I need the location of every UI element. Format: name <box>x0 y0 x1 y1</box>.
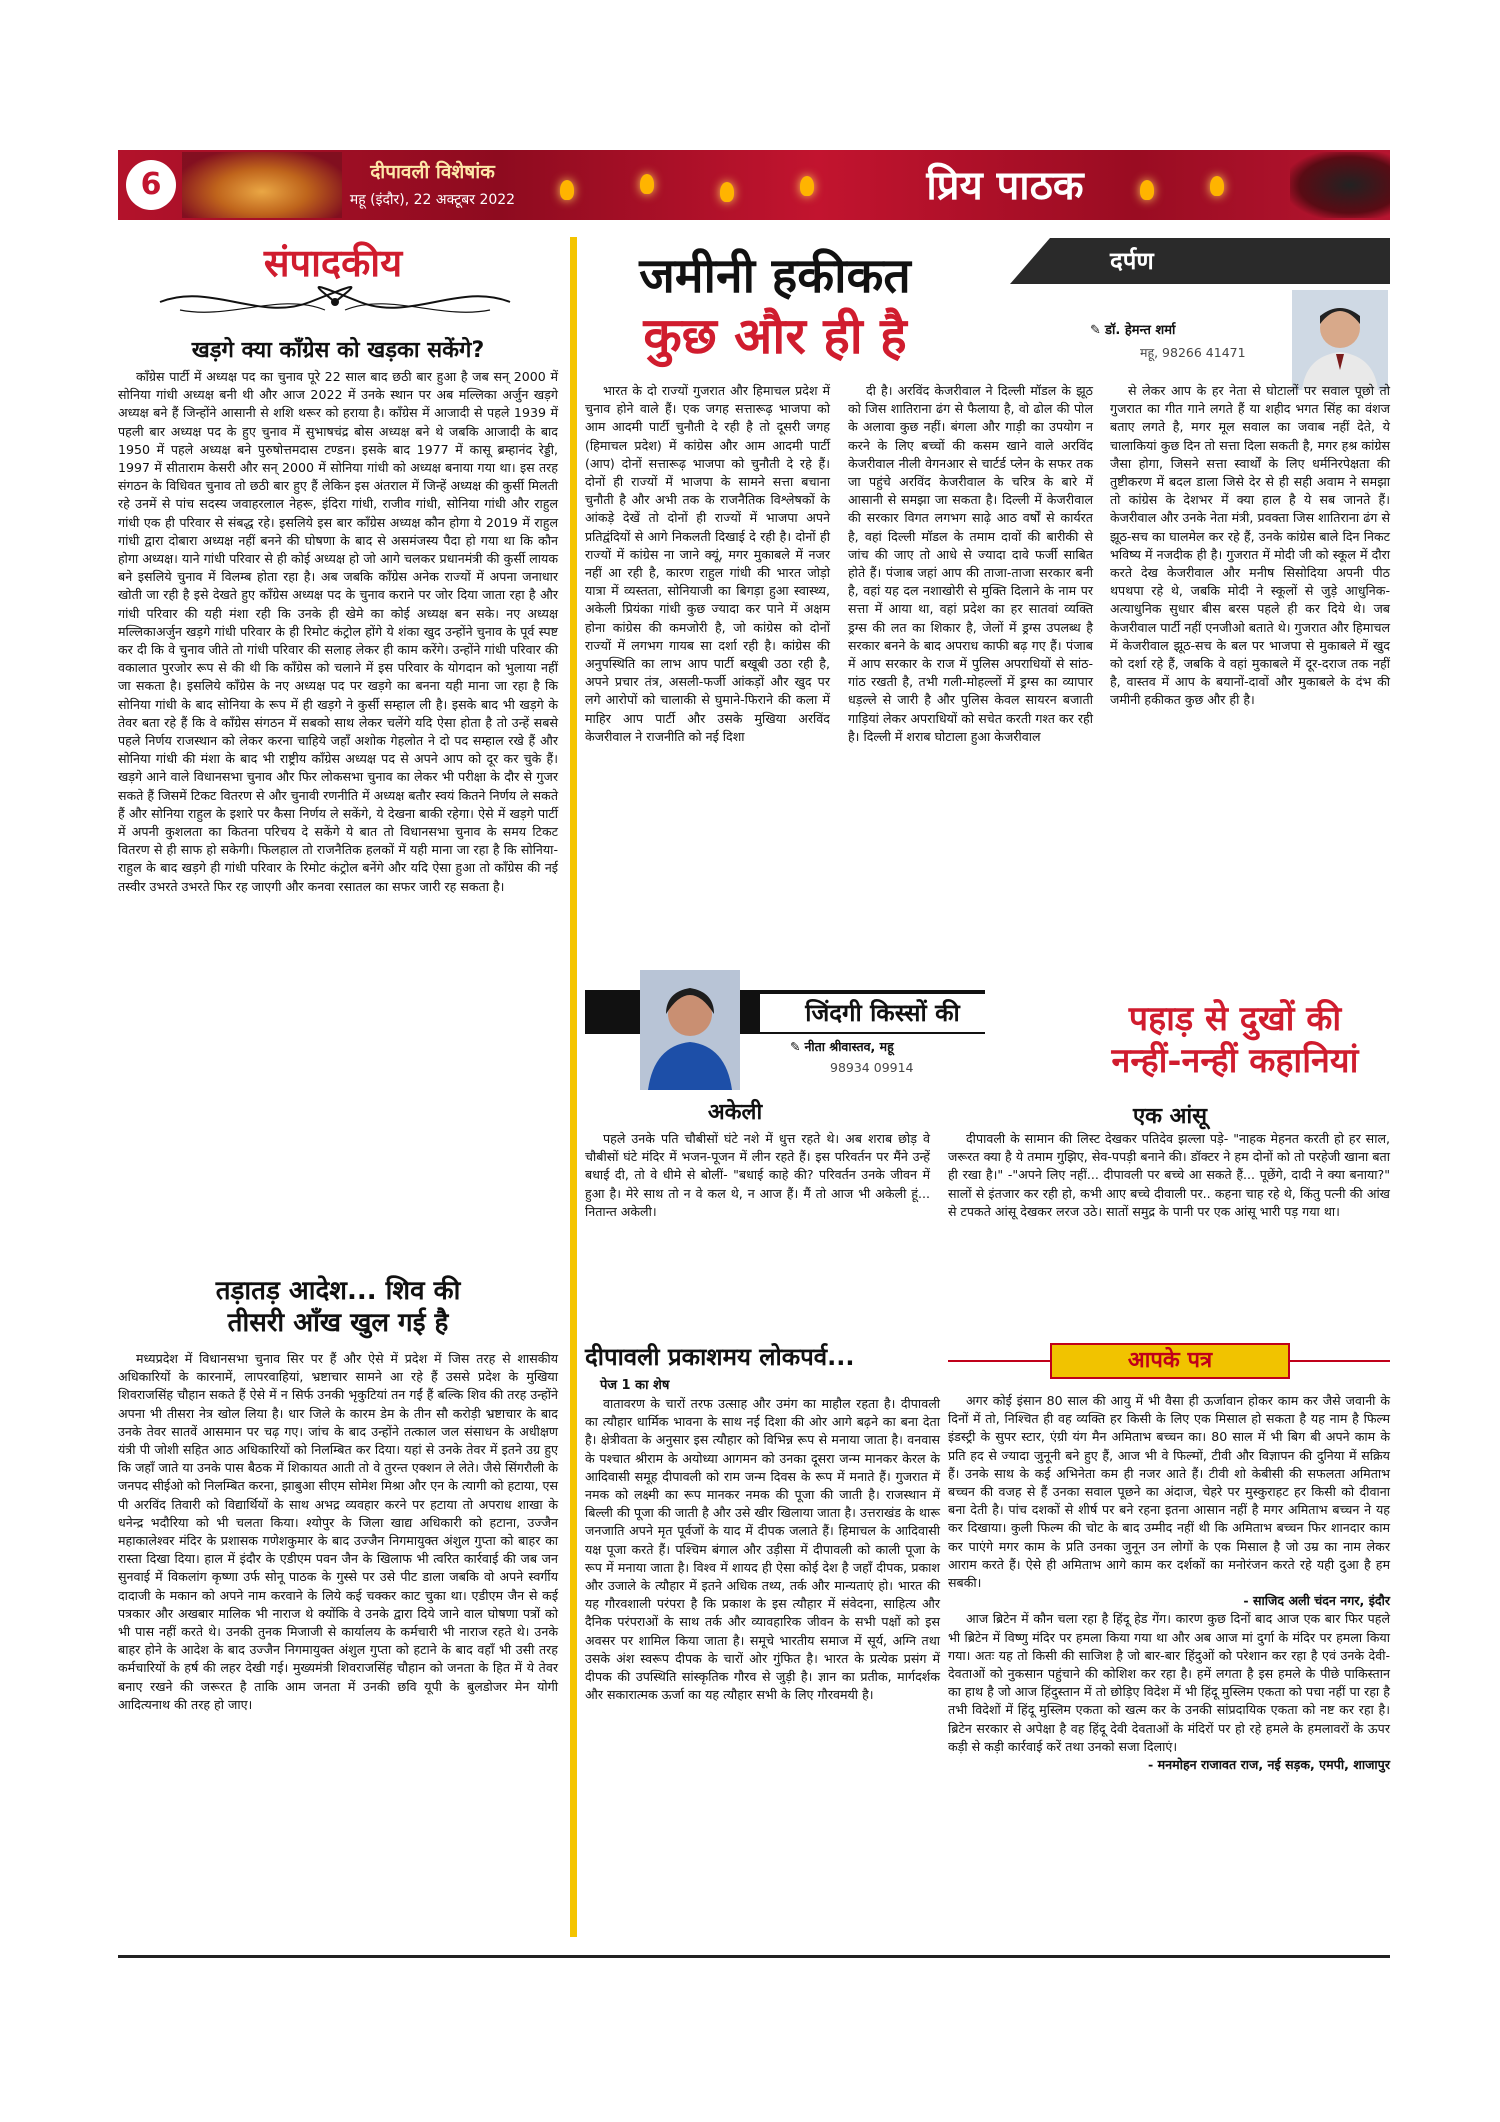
diya-lamp-icon <box>800 176 814 196</box>
letter-text: आज ब्रिटेन में कौन चला रहा है हिंदू हेड गेंग। कारण कुछ दिनों बाद आज एक बार फिर पहले भी ब्रिटेन में विष्णु मंदिर पर हमला किया गया था और अब आज मां दुर्गा के मंदिर पर हमला किया गया। अतः यह तो किसी की साजिश है जो बार-बार हिंदुओं को परेशान कर रहा है एवं उनके देवी-देवताओं को नुकसान पहुंचाने की कोशिश कर रहा है। हमें लगता है इस हमले के पीछे पाकिस्तान का हाथ है जो आज हिंदुस्तान में तो छोड़िए विदेश में भी हिंदू मुस्लिम एकता को पचा नहीं पा रहा है तभी विदेशों में हिंदू मुस्लिम एकता को खत्म कर के उनकी सांप्रदायिक एकता को नष्ट कर रहा है। ब्रिटेन सरकार से अपेक्षा है वह हिंदू देवी देवताओं के मंदिरों पर हो रहे हमले के हमलावरों के ऊपर कड़ी से कड़ी कार्रवाई करें तथा उनको सजा दिलाएं। <box>948 1611 1390 1754</box>
letter-text: अगर कोई इंसान 80 साल की आयु में भी वैसा ही ऊर्जावान होकर काम कर जैसे जवानी के दिनों में तो, निश्चित ही वह व्यक्ति हर किसी के लिए एक मिसाल हो सकता है यह नाम है फिल्म इंडस्ट्री के सुपर स्टार, एंग्री यंग मैन अमिताभ बच्चन का। 80 साल में भी बिग बी अपने काम के प्रति हद से ज्यादा जुनूनी बने हुए हैं, आज भी वे फिल्मों, टीवी और विज्ञापन की दुनिया में सक्रिय हैं। उनके साथ के कई अभिनेता कम ही नजर आते हैं। टीवी शो केबीसी की सफलता अमिताभ बच्चन की वजह से हैं उनका सवाल पूछने का अंदाज, चेहरे पर मुस्कुराहट हर किसी को दीवाना बना देती है। पांच दशकों से शीर्ष पर बने रहना इतना आसान नहीं है मगर अमिताभ बच्चन ने यह कर दिखाया। कुली फिल्म की चोट के बाद उम्मीद नहीं थी कि अमिताभ बच्चन फिर शानदार काम कर पाएंगे मगर काम के प्रति उनका जुनून उन लोगों के एक मिसाल है जो उम्र का नाम लेकर आराम करते हैं। ऐसे ही अमिताभ आगे काम कर दर्शकों का मनोरंजन करते रहे यही दुआ है हम सबकी। <box>948 1393 1390 1591</box>
darpan-author: ✎ डॉ. हेमन्त शर्मा <box>1090 323 1176 338</box>
diya-lamp-icon <box>560 180 574 200</box>
goddess-lakshmi-illustration <box>182 152 342 218</box>
darpan-column-3 <box>1110 382 1390 710</box>
deepawali-body <box>585 1395 940 1704</box>
author-photo <box>640 970 740 1090</box>
page-number: 6 <box>126 160 176 210</box>
darpan-column-2 <box>848 382 1093 746</box>
darpan-title-line2: कुछ और ही है <box>643 306 907 365</box>
pahad-section-title <box>1075 998 1395 1082</box>
deepawali-headline: दीपावली प्रकाशमय लोकपर्व... <box>585 1343 855 1371</box>
column-divider <box>570 237 577 1937</box>
diya-lamp-icon <box>1210 176 1224 196</box>
editorial-headline: खड़गे क्या कॉंग्रेस को खड़का सकेंगे? <box>191 338 485 363</box>
pen-icon: ✎ <box>790 1039 805 1054</box>
issue-title: दीपावली विशेषांक <box>370 161 495 183</box>
darpan-text: दी है। अरविंद केजरीवाल ने दिल्ली मॉडल के झूठ को जिस शातिराना ढंग से फैलाया है, वो ढोल की पोल के अलावा कुछ नहीं। बंगला और गाड़ी का उपयोग न करने के लिए बच्चों की कसम खाने वाले अरविंद केजरीवाल नीली वेगनआर से चार्टर्ड प्लेन के सफर तक जा पहुंचे अरविंद केजरीवाल के चरित्र के बारे में आसानी से समझा जा सकता है। दिल्ली में केजरीवाल की सरकार विगत लगभग साढ़े आठ वर्षों से कार्यरत है, वहां दिल्ली मॉडल के तमाम दावों की बारीकी से जांच की जाए तो आधे से ज्यादा दावे फर्जी साबित होते हैं। पंजाब जहां आप की ताजा-ताजा सरकार बनी है, वहां यह दल नशाखोरी से मुक्ति दिलाने के नाम पर सत्ता में आया था, वहां प्रदेश का हर सातवां व्यक्ति ड्रग्स की लत का शिकार है, जेलों में ड्रग्स उपलब्ध है सरकार बनने के बाद अपराध काफी बढ़ गए हैं। पंजाब में आप सरकार के राज में पुलिस अपराधियों से सांठ-गांठ रखती है, तभी गली-मोहल्लों में ड्रग्स का व्यापार धड़ल्ले से जारी है और पुलिस केवल सायरन बजाती गाड़ियां लेकर अपराधियों को सचेत करती गश्त कर रही है। दिल्ली में शराब घोटाला हुआ केजरीवाल <box>848 383 1093 744</box>
zindagi-column-title: जिंदगी किस्सों की <box>760 994 1005 1032</box>
pen-icon: ✎ <box>1090 323 1106 338</box>
letter-signature: - साजिद अली चंदन नगर, इंदौर <box>1243 1593 1390 1609</box>
diya-lamp-icon <box>1140 180 1154 200</box>
article2-headline-line1: तड़ातड़ आदेश... शिव की <box>215 1276 461 1306</box>
darpan-text: से लेकर आप के हर नेता से घोटालों पर सवाल पूछो तो गुजरात का गीत गाने लगते हैं या शहीद भगत सिंह का वंशज बताए लगते है, मगर मूल सवाल का जवाब नहीं देते, ये चालाकियां कुछ दिन तो सत्ता दिला सकती है, मगर हश्र कांग्रेस जैसा होगा, जिसने सत्ता स्वार्थों के लिए धर्मनिरपेक्षता की तुष्टीकरण में बदल डाला जिसे देर से ही सही अवाम ने समझा तो कांग्रेस के देशभर में क्या हाल है ये सब जानते हैं। केजरीवाल और उनके नेता मंत्री, प्रवक्ता जिस शातिराना ढंग से झूठ-सच का घालमेल कर रहे हैं, उनके कांग्रेस बाले दिन निकट भविष्य में नजदीक ही है। गुजरात में मोदी जी को स्कूल में दौरा करते देख केजरीवाल और मनीष सिसोदिया अपनी पीठ थपथपा रहे थे, जबकि मोदी ने स्कूलों से जुड़े आधुनिक-अत्याधुनिक सुधार बीस बरस पहले ही कर दिये थे। जब केजरीवाल पार्टी नहीं एनजीओ बताते थे। गुजरात और हिमाचल में केजरीवाल झूठ-सच के बल पर भाजपा से मुकाबले में खुद को दर्शा रहे हैं, जबकि वे वहां मुकाबले में दूर-दराज तक नहीं है, वास्तव में आप के बयानों-दावों और मुकाबले के दंभ की जमीनी हकीकत कुछ और ही है। <box>1110 383 1390 708</box>
decorative-graphic <box>1290 152 1390 218</box>
darpan-title-line1: जमीनी हकीकत <box>639 248 911 304</box>
section-tab-notch <box>1010 238 1050 284</box>
pahad-title-line2: नन्हीं-नन्हीं कहानियां <box>1111 1041 1359 1081</box>
pahad-body <box>948 1130 1390 1221</box>
darpan-text: भारत के दो राज्यों गुजरात और हिमाचल प्रदेश में चुनाव होने वाले हैं। एक जगह सत्तारूढ़ भाजपा को आम आदमी पार्टी चुनौती दे रही है तो दूसरी जगह (हिमाचल प्रदेश) में कांग्रेस और आम आदमी पार्टी (आप) दोनों सत्तारूढ़ भाजपा को चुनौती दे रहे हैं। दोनों ही राज्यों में भाजपा के सामने सत्ता बचाना चुनौती है और अभी तक के राजनैतिक विश्लेषकों के आंकड़े देखें तो दोनों ही राज्यों में भाजपा अपने प्रतिद्वंदियों से आगे निकलती दिखाई दे रही है। दोनों ही राज्यों में कांग्रेस ना जाने क्यूं, मगर मुकाबले में नजर नहीं आ रही है, कारण राहुल गांधी की भारत जोड़ो यात्रा में व्यस्तता, सोनियाजी का बिगड़ा हुआ स्वास्थ्य, अकेली प्रियंका गांधी कुछ ज्यादा कर पाने में अक्षम होना कांग्रेस की कमजोरी है, जो कांग्रेस को दोनों राज्यों में लगभग गायब सा दर्शा रही है। कांग्रेस की अनुपस्थिति का लाभ आप पार्टी बखूबी उठा रही है, अपने प्रचार तंत्र, असली-फर्जी आंकड़ों और खुद पर लगे आरोपों को चालाकी से घुमाने-फिराने की कला में माहिर आप पार्टी और उसके मुखिया अरविंद केजरीवाल ने राजनीति को नई दिशा <box>585 383 830 744</box>
article2-body <box>118 1350 558 1714</box>
editorial-paragraph: कॉंग्रेस पार्टी में अध्यक्ष पद का चुनाव पूरे 22 साल बाद छठी बार हुआ है जब सन् 2000 में सोनिया गांधी अध्यक्ष बनी थी और आज 2022 में उनके स्थान पर अब मल्लिका अर्जुन खड़गे अध्यक्ष बने हैं जिन्होंने आसानी से शशि थरूर को हराया है। कॉंग्रेस में आजादी से पहले 1939 में पहली बार अध्यक्ष पद के हुए चुनाव में सुभाषचंद्र बोस अध्यक्ष बने थे जबकि आजादी के बाद 1950 में पहले अध्यक्ष बने पुरुषोत्तमदास टण्डन। इसके बाद 1977 में कासू ब्रम्हानंद रेड्डी, 1997 में सीताराम केसरी और सन् 2000 में सोनिया गांधी को अध्यक्ष बनाया गया था। इस तरह संगठन के विधिवत चुनाव तो छठी बार हुए हैं लेकिन इस अंतराल में जिन्हें अध्यक्ष की कुर्सी मिलती रहे उनमें से पांच सदस्य जवाहरलाल नेहरू, इंदिरा गांधी, राजीव गांधी, सोनिया गांधी और राहुल गांधी एक ही परिवार से संबद्ध रहे। इसलिये इस बार कॉंग्रेस अध्यक्ष कौन होगा ये 2019 में राहुल गांधी द्वारा दोबारा अध्यक्ष नहीं बनने की घोषणा के बाद से असमंजस्य पैदा हो गया था कि कौन होगा अध्यक्ष। याने गांधी परिवार से ही कोई अध्यक्ष हो जो आगे चलकर प्रधानमंत्री की कुर्सी लायक बने इसलिये चुनाव में विलम्ब होता रहा है। अब जबकि कॉंग्रेस अनेक राज्यों में अपना जनाधार खोती जा रही है इसे देखते हुए कॉंग्रेस अध्यक्ष पद के चुनाव कराने पर जोर दिया जाता रहा है और गांधी परिवार की यही मंशा रही कि उनके ही खेमे का कोई अध्यक्ष बन सके। नए अध्यक्ष मल्लिकाअर्जुन खड़गे गांधी परिवार के ही रिमोट कंट्रोल होंगे ये शंका खुद उन्होंने चुनाव के पूर्व स्पष्ट कर दी कि वे चुनाव जीते तो गांधी परिवार की सलाह लेकर ही काम करेंगे। उन्होंने गांधी परिवार की वकालात पुरजोर रूप से की थी कि कॉंग्रेस को चलाने में इस परिवार के योगदान को भुलाया नहीं जा सकता है। इसलिये कॉंग्रेस के नए अध्यक्ष पद पर खड़गे का बनना यही माना जा रहा है कि सोनिया गांधी के बाद सोनिया के रूप में ही खड़गे ने कुर्सी सम्हाल ली है। इसके बाद भी खड़गे के तेवर बता रहे हैं कि वे कॉंग्रेस संगठन में सबको साथ लेकर चलेंगे यदि ऐसा होता है तो उन्हें सबसे पहले निर्णय राजस्थान को लेकर करना चाहिये जहाँ अशोक गेहलोत ने दो पद सम्हाल रखे हैं और सोनिया गांधी की मंशा के बाद भी राष्ट्रीय कॉंग्रेस अध्यक्ष पद से अपने आप को दूर कर चुके हैं। खड़गे आने वाले विधानसभा चुनाव और फिर लोकसभा चुनाव का लेकर भी परीक्षा के दौर से गुजर सकते हैं जिसमें टिकट वितरण से और चुनावी रणनीति में अध्यक्ष बतौर स्वयं कितने निर्णय ले सकते हैं और सोनिया राहुल के इशारे पर कैसा निर्णय ले सकेंगे, ये देखना बाकी रहेगा। ऐसे में खड़गे पार्टी में अपनी कुशलता का कितना परिचय दे सकेंगे ये बात तो विधानसभा चुनाव के समय टिकट वितरण से ही साफ हो सकेगी। फिलहाल तो राजनैतिक हलकों में यही माना जा रहा है कि सोनिया-राहुल के बाद खड़गे ही गांधी परिवार के रिमोट कंट्रोल बनेंगे और यदि ऐसा हुआ तो कॉंग्रेस की नई तस्वीर उभरते उभरते फिर रह जाएगी और कनवा रसातल का सफर जारी रह सकता है। <box>118 369 558 894</box>
article2-headline-line2: तीसरी आँख खुल गई है <box>227 1308 449 1338</box>
deepawali-text: वातावरण के चारों तरफ उत्साह और उमंग का माहौल रहता है। दीपावली का त्यौहार धार्मिक भावना के साथ नई दिशा की ओर आगे बढ़ने का बना देता है। क्षेत्रीवता के अनुसार इस त्यौहार को विभिन्न रूप से मनाया जाता है। वनवास के पश्चात श्रीराम के अयोध्या आगमन को उनका दूसरा जन्म मानकर केरल के आदिवासी समूह दीपावली को राम जन्म दिवस के रूप में मनाते हैं। गुजरात में नमक को लक्ष्मी का रूप मानकर नमक की पूजा की जाती है। राजस्थान में बिल्ली की पूजा की जाती है और उसे खीर खिलाया जाता है। उत्तराखंड के थारू जनजाति अपने मृत पूर्वजों के याद में दीपक जलाते हैं। हिमाचल के आदिवासी यक्ष पूजा करते हैं। पश्चिम बंगाल और उड़ीसा में दीपावली को काली पूजा के रूप में मनाया जाता है। विश्व में शायद ही ऐसा कोई देश है जहाँ दीपक, प्रकाश और उजाले के त्यौहार में इतने अधिक तथ्य, तर्क और मान्यताएं हो। भारत की यह गौरवशाली परंपरा है कि प्रकाश के इस त्यौहार में संवेदना, साहित्य और दैनिक परंपराओं के साथ तर्क और व्यावहारिक जीवन के सभी पक्षों को इस अवसर पर शामिल किया जाता है। समूचे भारतीय समाज में सूर्य, अग्नि तथा उसके अंश स्वरूप दीपक के चारों ओर गुंफित है। भारत के प्रत्येक प्रसंग में दीपक की उपस्थिति सांस्कृतिक गौरव से जुड़ी है। ज्ञान का प्रतीक, मार्गदर्शक और सकारात्मक ऊर्जा का यह त्यौहार सभी के लिए गौरवमयी है। <box>585 1396 940 1703</box>
diya-lamp-icon <box>640 174 654 194</box>
darpan-column-1 <box>585 382 830 746</box>
pahad-text: दीपावली के सामान की लिस्ट देखकर पतिदेव झल्ला पड़े- "नाहक मेहनत करती हो हर साल, जरूरत क्या है ये तमाम गुझिए, सेव-पपड़ी बनाने की। डॉक्टर ने हम दोनों को तो परहेजी खाना बता ही रखा है।" -"अपने लिए नहीं... दीपावली पर बच्चे आ सकते हैं... पूछेंगे, दादी ने क्या बनाया?" सालों से इंतजार कर रही हो, कभी आए बच्चे दीवाली पर.. कहना चाह रहे थे, किंतु पत्नी की आंख से टपकते आंसू देखकर लरज उठे। सातों समुद्र के पानी पर एक आंसू भारी पड़ गया था। <box>948 1131 1390 1219</box>
deepawali-continuation-label: पेज 1 का शेष <box>600 1378 670 1393</box>
newspaper-brand: प्रिय पाठक <box>926 162 1084 209</box>
zindagi-text: पहले उनके पति चौबीसों घंटे नशे में धुत्त रहते थे। अब शराब छोड़ वे चौबीसों घंटे मंदिर में भजन-पूजन में लीन रहते हैं। इस परिवर्तन पर मैंने उन्हें बधाई दी, तो वे धीमे से बोलीं- "बधाई काहे की? परिवर्तन उनके जीवन में हुआ है। मेरे साथ तो न वे कल थे, न आज हैं। मैं तो आज भी अकेली हूं... नितान्त अकेली। <box>585 1131 930 1219</box>
issue-info <box>345 155 520 215</box>
article2-paragraph: मध्यप्रदेश में विधानसभा चुनाव सिर पर हैं और ऐसे में प्रदेश में जिस तरह से शासकीय अधिकारियों के कारनामें, लापरवाहियां, भ्रष्टाचार सामने आ रहे हैं उससे प्रदेश के मुखिया शिवराजसिंह चौहान सकते हैं ऐसे में न सिर्फ उनकी भृकुटियां तन गईं हैं बल्कि शिव की तरह उन्होंने अपना भी तीसरा नेत्र खोल लिया है। धार जिले के कारम डेम के तीन सौ करोड़ी भ्रष्टाचार के बाद उनके तेवर सातवें आसमान पर चढ़ गए। जांच के बाद उन्होंने तत्काल जल संसाधन के अधीक्षण यंत्री पी जोशी सहित आठ अधिकारियों को निलम्बित कर दिया। यहां से उनके तेवर में इतने उग्र हुए कि जहाँ जाते या उनके पास बैठक में शिकायत आती तो वे तुरन्त एक्शन ले लेते। जैसे सिंगरौली के जनपद सीईओ को निलम्बित करना, झाबुआ सीएम सोमेश मिश्रा और एन के त्यागी को हटाया, एस पी अरविंद तिवारी को विद्यार्थियों के साथ अभद्र व्यवहार करने पर हटाया तो अपराध शाखा के धनेन्द्र भदौरिया को भी चलता किया। श्योपुर के जिला खाद्य अधिकारी को हटाना, उज्जैन महाकालेश्वर मंदिर के प्रशासक गणेशकुमार के बाद उज्जैन निगमायुक्त अंशुल गुप्ता को बाहर का रास्ता दिखा दिया। हाल में इंदौर के एडीएम पवन जैन के खिलाफ भी त्वरित कार्रवाई की जब जन सुनवाई में विकलांग कृष्णा उर्फ सोनू पाठक के गुस्से पर उसे पीट डाला जबकि वो अपने स्वर्गीय दादाजी के मकान को अपने नाम करवाने के लिये कई चक्कर काट चुका था। एडीएम जैन से कई पत्रकार और अखबार मालिक भी नाराज थे क्योंकि वे उनके द्वारा दिये जाने वाल घोषणा पत्रों को भी पास नहीं करते थे। उनकी तुनक मिजाजी से कार्यालय के कर्मचारी भी नाराज रहते थे। उनके बाहर होने के आदेश के बाद उज्जैन निगमायुक्त अंशुल गुप्ता को हटाने के बाद वहाँ भी उसी तरह कर्मचारियों के हर्ष की लहर देखी गई। मुख्यमंत्री शिवराजसिंह चौहान को जनता के हित में ये तेवर बनाए रखने की जरूरत है ताकि आम जनता में उनकी छवि यूपी के बुलडोजर मेन योगी आदित्यनाथ की तरह हो जाए। <box>118 1351 558 1712</box>
pahad-headline: एक आंसू <box>1132 1104 1208 1129</box>
darpan-section-tab: दर्पण <box>1050 238 1390 284</box>
letters-body <box>948 1392 1390 1774</box>
letter-signature: - मनमोहन राजावत राज, नई सड़क, एमपी, शाजापुर <box>1148 1757 1390 1773</box>
bottom-rule <box>118 1955 1390 1958</box>
zindagi-author: ✎ नीता श्रीवास्तव, महू <box>790 1039 894 1054</box>
editorial-body <box>118 368 558 896</box>
editorial-label: संपादकीय <box>263 240 403 285</box>
letters-section-title: आपके पत्र <box>1050 1343 1290 1379</box>
issue-date: महू (इंदौर), 22 अक्टूबर 2022 <box>349 192 516 208</box>
ornament-divider-icon <box>150 282 520 322</box>
pahad-title-line1: पहाड़ से दुखों की <box>1128 999 1342 1039</box>
zindagi-headline: अकेली <box>707 1100 763 1125</box>
zindagi-author-phone: 98934 09914 <box>830 1060 914 1075</box>
darpan-author-phone: महू, 98266 41471 <box>1140 345 1246 360</box>
author-photo <box>1292 290 1388 390</box>
zindagi-body <box>585 1130 930 1221</box>
diya-lamp-icon <box>720 182 734 202</box>
article2-headline <box>118 1275 558 1339</box>
